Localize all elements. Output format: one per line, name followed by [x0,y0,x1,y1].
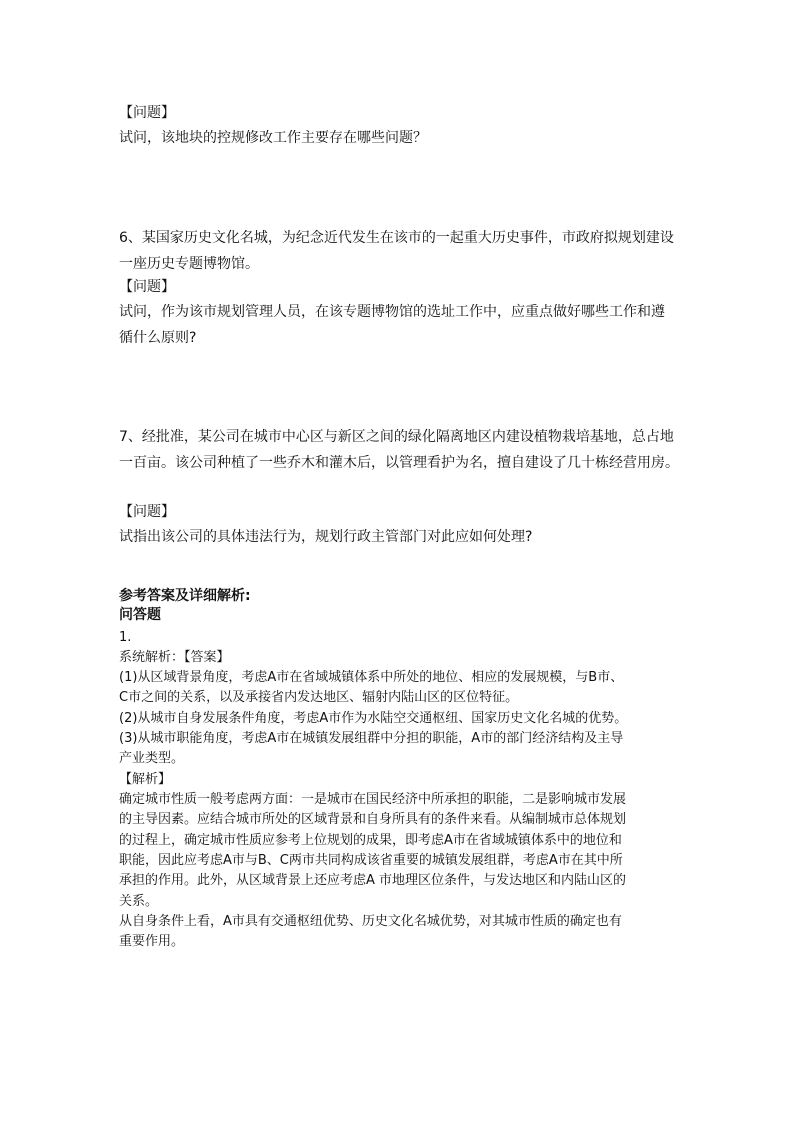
q7-scenario-line-2: 一百亩。该公司种植了一些乔木和灌木后，以管理看护为名，擅自建设了几十栋经营用房。 [119,455,679,471]
q5-question-text: 试问，该地块的控规修改工作主要存在哪些问题？ [119,130,427,146]
analysis-paragraph-line-3: 的过程上，确定城市性质应参考上位规划的成果，即考虑A市在省域城镇体系中的地位和 [119,833,622,848]
q6-question-line-2: 循什么原则? [119,330,197,346]
answer-point-2: (2)从城市自身发展条件角度，考虑A市作为水陆空交通枢纽、国家历史文化名城的优势。 [119,711,628,726]
q7-question-header: 【问题】 [119,504,175,520]
answer-point-1-line-1: (1)从区域背景角度，考虑A市在省域城镇体系中所处的地位、相应的发展规模，与B市、 [119,670,624,685]
answer-point-3-line-1: (3)从城市职能角度，考虑A市在城镇发展组群中分担的职能，A市的部门经济结构及主导 [119,731,624,746]
analysis-header: 【解析】 [119,772,172,787]
question-type-title: 问答题 [119,607,161,623]
system-analysis-label: 系统解析：【答案】 [119,650,230,665]
analysis-paragraph-line-8: 重要作用。 [119,934,185,949]
analysis-paragraph-line-4: 职能，因此应考虑A市与B、C两市共同构成该省重要的城镇发展组群，考虑A市在其中所 [119,853,623,868]
analysis-paragraph-line-2: 的主导因素。应结合城市所处的区域背景和自身所具有的条件来看。从编制城市总体规划 [119,812,627,827]
answer-section-title: 参考答案及详细解析: [119,588,251,604]
analysis-paragraph-line-6: 关系。 [119,894,159,909]
analysis-paragraph-line-5: 承担的作用。此外，从区域背景上还应考虑A 市地理区位条件，与发达地区和内陆山区的 [119,873,627,888]
q6-scenario-line-1: 6、某国家历史文化名城，为纪念近代发生在该市的一起重大历史事件，市政府拟规划建设 [119,230,674,246]
q7-scenario-line-1: 7、经批准，某公司在城市中心区与新区之间的绿化隔离地区内建设植物栽培基地，总占地 [119,429,674,445]
q7-question-text: 试指出该公司的具体违法行为，规划行政主管部门对此应如何处理? [119,529,533,545]
q6-question-header: 【问题】 [119,279,175,295]
answer-item-number: 1. [119,630,132,645]
q5-question-header: 【问题】 [119,105,175,121]
q6-scenario-line-2: 一座历史专题博物馆。 [119,256,259,272]
analysis-paragraph-line-1: 确定城市性质一般考虑两方面：一是城市在国民经济中所承担的职能，二是影响城市发展 [119,792,627,807]
answer-point-1-line-2: C市之间的关系，以及承接省内发达地区、辐射内陆山区的区位特征。 [119,690,519,705]
answer-point-3-line-2: 产业类型。 [119,751,185,766]
analysis-paragraph-line-7: 从自身条件上看，A市具有交通枢纽优势、历史文化名城优势，对其城市性质的确定也有 [119,914,622,929]
q6-question-line-1: 试问，作为该市规划管理人员，在该专题博物馆的选址工作中，应重点做好哪些工作和遵 [119,304,665,320]
